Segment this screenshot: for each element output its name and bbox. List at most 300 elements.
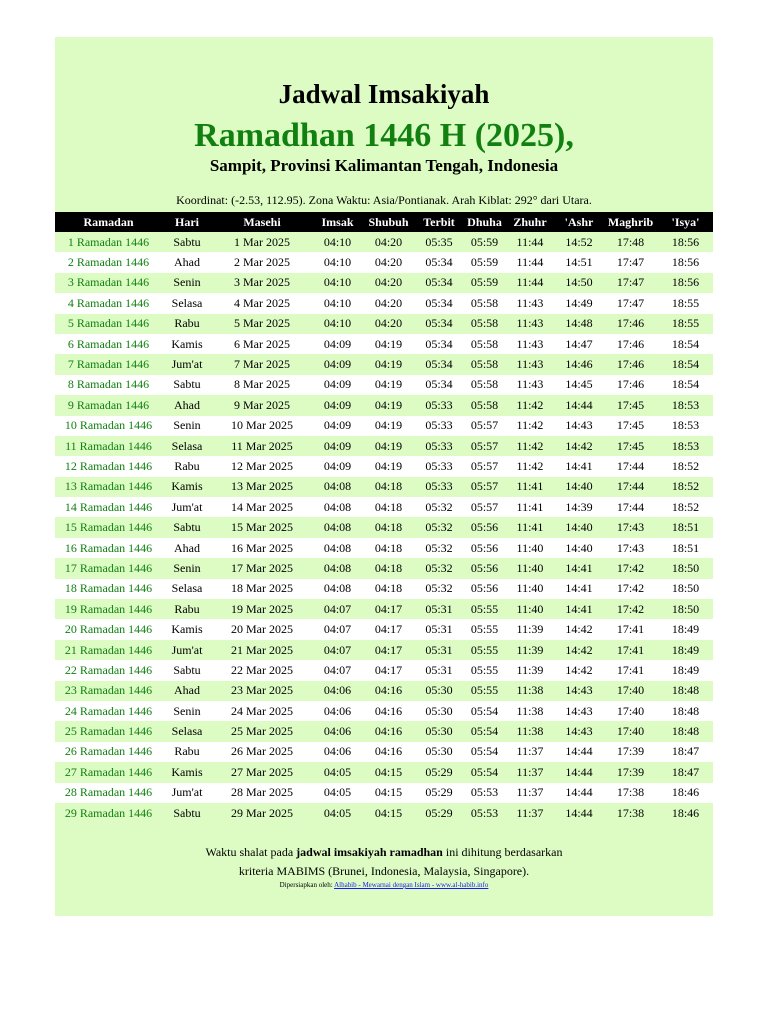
table-cell: 18:47 xyxy=(658,742,713,762)
table-cell: 05:31 xyxy=(414,640,464,660)
table-cell: 14:42 xyxy=(555,640,603,660)
table-cell: 16 Mar 2025 xyxy=(212,538,312,558)
table-cell: 22 Mar 2025 xyxy=(212,660,312,680)
table-cell: 04:20 xyxy=(363,273,414,293)
table-cell: 11:43 xyxy=(505,293,555,313)
table-cell: 14:52 xyxy=(555,232,603,252)
column-header: Dhuha xyxy=(464,212,505,232)
table-cell: 22 Ramadan 1446 xyxy=(55,660,162,680)
table-cell: 04:18 xyxy=(363,579,414,599)
table-cell: 11:44 xyxy=(505,232,555,252)
table-cell: 18:49 xyxy=(658,619,713,639)
table-row xyxy=(55,293,713,313)
table-cell: 14:44 xyxy=(555,783,603,803)
table-row xyxy=(55,375,713,395)
table-cell: 14:51 xyxy=(555,252,603,272)
table-cell: 29 Ramadan 1446 xyxy=(55,803,162,823)
table-cell: 11:37 xyxy=(505,783,555,803)
table-cell: 05:30 xyxy=(414,721,464,741)
table-cell: 04:18 xyxy=(363,477,414,497)
table-cell: 04:06 xyxy=(312,742,363,762)
table-cell: 17:45 xyxy=(603,436,658,456)
table-cell: 10 Ramadan 1446 xyxy=(55,416,162,436)
table-cell: 5 Mar 2025 xyxy=(212,314,312,334)
table-cell: 14:44 xyxy=(555,742,603,762)
table-cell: 04:19 xyxy=(363,334,414,354)
table-cell: 7 Ramadan 1446 xyxy=(55,354,162,374)
table-cell: 04:18 xyxy=(363,497,414,517)
table-cell: 14:43 xyxy=(555,721,603,741)
table-cell: 24 Mar 2025 xyxy=(212,701,312,721)
table-cell: 04:07 xyxy=(312,660,363,680)
table-cell: 05:34 xyxy=(414,314,464,334)
footer-note xyxy=(55,845,713,860)
table-row xyxy=(55,436,713,456)
table-cell: 14:42 xyxy=(555,660,603,680)
table-row xyxy=(55,273,713,293)
table-cell: 04:09 xyxy=(312,395,363,415)
table-cell: 04:10 xyxy=(312,293,363,313)
table-cell: 11:40 xyxy=(505,579,555,599)
credit-label: Dipersiapkan oleh: xyxy=(279,881,335,889)
table-cell: 3 Mar 2025 xyxy=(212,273,312,293)
column-header: Zhuhr xyxy=(505,212,555,232)
table-row xyxy=(55,701,713,721)
table-cell: Senin xyxy=(162,273,212,293)
table-cell: 05:55 xyxy=(464,619,505,639)
table-cell: 18:48 xyxy=(658,681,713,701)
table-cell: 11:39 xyxy=(505,640,555,660)
table-cell: 14:44 xyxy=(555,395,603,415)
table-cell: 18:50 xyxy=(658,579,713,599)
table-cell: 12 Ramadan 1446 xyxy=(55,456,162,476)
table-cell: 21 Mar 2025 xyxy=(212,640,312,660)
table-cell: Rabu xyxy=(162,742,212,762)
table-cell: 28 Mar 2025 xyxy=(212,783,312,803)
table-row xyxy=(55,334,713,354)
table-cell: 17:47 xyxy=(603,252,658,272)
table-cell: 11:43 xyxy=(505,334,555,354)
table-cell: Selasa xyxy=(162,293,212,313)
table-cell: 05:53 xyxy=(464,803,505,823)
table-row xyxy=(55,762,713,782)
table-cell: Selasa xyxy=(162,436,212,456)
table-cell: 14:41 xyxy=(555,579,603,599)
table-cell: 18:53 xyxy=(658,436,713,456)
table-cell: 04:19 xyxy=(363,436,414,456)
table-cell: Kamis xyxy=(162,619,212,639)
table-cell: 05:59 xyxy=(464,273,505,293)
table-cell: 05:29 xyxy=(414,762,464,782)
table-cell: 14:45 xyxy=(555,375,603,395)
table-cell: 04:08 xyxy=(312,558,363,578)
table-cell: 17:43 xyxy=(603,517,658,537)
table-cell: 17:41 xyxy=(603,619,658,639)
table-cell: 04:17 xyxy=(363,599,414,619)
table-row xyxy=(55,558,713,578)
table-cell: 05:56 xyxy=(464,517,505,537)
table-cell: 11:44 xyxy=(505,273,555,293)
table-cell: 23 Mar 2025 xyxy=(212,681,312,701)
table-cell: 17:46 xyxy=(603,314,658,334)
table-cell: 16 Ramadan 1446 xyxy=(55,538,162,558)
table-cell: 4 Ramadan 1446 xyxy=(55,293,162,313)
table-cell: 27 Ramadan 1446 xyxy=(55,762,162,782)
table-cell: 05:56 xyxy=(464,538,505,558)
table-header-row xyxy=(55,212,713,232)
table-cell: Sabtu xyxy=(162,375,212,395)
table-cell: Ahad xyxy=(162,681,212,701)
column-header: Hari xyxy=(162,212,212,232)
table-cell: 04:16 xyxy=(363,701,414,721)
table-row xyxy=(55,477,713,497)
table-cell: 05:57 xyxy=(464,456,505,476)
table-cell: 18:50 xyxy=(658,558,713,578)
table-cell: 10 Mar 2025 xyxy=(212,416,312,436)
table-cell: 04:15 xyxy=(363,803,414,823)
column-header: 'Ashr xyxy=(555,212,603,232)
table-cell: 05:33 xyxy=(414,456,464,476)
table-cell: 18:48 xyxy=(658,721,713,741)
table-cell: 05:58 xyxy=(464,395,505,415)
table-cell: 11:42 xyxy=(505,416,555,436)
table-cell: 9 Mar 2025 xyxy=(212,395,312,415)
table-row xyxy=(55,721,713,741)
table-cell: 04:09 xyxy=(312,354,363,374)
table-cell: 14:40 xyxy=(555,538,603,558)
table-cell: 18:48 xyxy=(658,701,713,721)
table-cell: 11:44 xyxy=(505,252,555,272)
table-cell: 05:54 xyxy=(464,742,505,762)
table-row xyxy=(55,803,713,823)
table-cell: 18:51 xyxy=(658,538,713,558)
table-cell: 6 Ramadan 1446 xyxy=(55,334,162,354)
table-cell: 04:09 xyxy=(312,436,363,456)
table-cell: 11:40 xyxy=(505,558,555,578)
table-cell: 11 Ramadan 1446 xyxy=(55,436,162,456)
table-row xyxy=(55,619,713,639)
table-cell: 04:09 xyxy=(312,375,363,395)
table-cell: 11:41 xyxy=(505,477,555,497)
table-cell: 11:40 xyxy=(505,599,555,619)
table-cell: 05:55 xyxy=(464,681,505,701)
table-cell: 05:33 xyxy=(414,416,464,436)
table-cell: 05:31 xyxy=(414,660,464,680)
table-cell: 04:07 xyxy=(312,640,363,660)
table-cell: Senin xyxy=(162,558,212,578)
table-cell: 05:34 xyxy=(414,293,464,313)
table-cell: 18:52 xyxy=(658,477,713,497)
table-cell: 17:42 xyxy=(603,599,658,619)
table-cell: 17:46 xyxy=(603,334,658,354)
table-cell: 17:47 xyxy=(603,293,658,313)
table-cell: 14:42 xyxy=(555,619,603,639)
table-row xyxy=(55,456,713,476)
table-cell: 11:43 xyxy=(505,354,555,374)
table-cell: 04:06 xyxy=(312,681,363,701)
table-cell: 7 Mar 2025 xyxy=(212,354,312,374)
schedule-table xyxy=(55,212,713,823)
table-cell: 04:09 xyxy=(312,456,363,476)
coordinates-info: Koordinat: (-2.53, 112.95). Zona Waktu: Asia/Pontianak. Arah Kiblat: 292° dari Utara. xyxy=(176,193,592,207)
table-cell: 04:09 xyxy=(312,334,363,354)
table-cell: 05:33 xyxy=(414,477,464,497)
table-cell: 11:38 xyxy=(505,681,555,701)
table-cell: 04:16 xyxy=(363,681,414,701)
table-cell: 12 Mar 2025 xyxy=(212,456,312,476)
table-cell: 3 Ramadan 1446 xyxy=(55,273,162,293)
table-cell: 05:54 xyxy=(464,721,505,741)
table-cell: 14:41 xyxy=(555,558,603,578)
table-cell: 1 Ramadan 1446 xyxy=(55,232,162,252)
table-cell: 20 Ramadan 1446 xyxy=(55,619,162,639)
table-cell: 11:39 xyxy=(505,619,555,639)
table-cell: 05:31 xyxy=(414,619,464,639)
footer-note-pre: Waktu shalat pada xyxy=(205,845,297,859)
table-row xyxy=(55,517,713,537)
table-cell: 05:32 xyxy=(414,579,464,599)
table-cell: 05:57 xyxy=(464,497,505,517)
table-cell: 05:56 xyxy=(464,558,505,578)
table-cell: 14:39 xyxy=(555,497,603,517)
table-cell: 04:17 xyxy=(363,660,414,680)
table-cell: 14 Mar 2025 xyxy=(212,497,312,517)
table-cell: 04:20 xyxy=(363,232,414,252)
table-cell: Selasa xyxy=(162,721,212,741)
table-cell: 05:58 xyxy=(464,293,505,313)
table-cell: 04:10 xyxy=(312,314,363,334)
table-cell: 05:34 xyxy=(414,273,464,293)
table-cell: 04:17 xyxy=(363,640,414,660)
table-cell: Sabtu xyxy=(162,660,212,680)
table-cell: 05:54 xyxy=(464,701,505,721)
table-cell: 5 Ramadan 1446 xyxy=(55,314,162,334)
table-cell: 26 Ramadan 1446 xyxy=(55,742,162,762)
table-cell: 11:38 xyxy=(505,701,555,721)
page-title: Jadwal Imsakiyah xyxy=(278,79,490,109)
table-cell: 05:33 xyxy=(414,436,464,456)
table-cell: 19 Mar 2025 xyxy=(212,599,312,619)
table-cell: 11:42 xyxy=(505,395,555,415)
table-cell: 18:51 xyxy=(658,517,713,537)
table-body xyxy=(55,232,713,823)
table-cell: 13 Ramadan 1446 xyxy=(55,477,162,497)
table-cell: 05:31 xyxy=(414,599,464,619)
table-cell: 11:38 xyxy=(505,721,555,741)
table-cell: 04:10 xyxy=(312,252,363,272)
table-cell: 14:49 xyxy=(555,293,603,313)
table-cell: 04:15 xyxy=(363,783,414,803)
table-cell: 05:32 xyxy=(414,497,464,517)
table-cell: 18:55 xyxy=(658,293,713,313)
table-cell: 04:10 xyxy=(312,232,363,252)
table-cell: 04:08 xyxy=(312,497,363,517)
table-cell: 17:40 xyxy=(603,681,658,701)
table-cell: 14:41 xyxy=(555,456,603,476)
table-cell: 14:43 xyxy=(555,681,603,701)
table-cell: 18:56 xyxy=(658,252,713,272)
table-cell: 14:46 xyxy=(555,354,603,374)
table-cell: Kamis xyxy=(162,334,212,354)
table-cell: 05:57 xyxy=(464,477,505,497)
table-cell: 14:42 xyxy=(555,436,603,456)
table-cell: 17:42 xyxy=(603,558,658,578)
table-cell: 14:40 xyxy=(555,517,603,537)
table-cell: 17:44 xyxy=(603,497,658,517)
table-cell: 14:44 xyxy=(555,762,603,782)
table-cell: 17:39 xyxy=(603,742,658,762)
column-header: Masehi xyxy=(212,212,312,232)
table-cell: 04:19 xyxy=(363,395,414,415)
table-cell: 11:41 xyxy=(505,497,555,517)
column-header: Terbit xyxy=(414,212,464,232)
table-cell: 04:20 xyxy=(363,252,414,272)
table-cell: 6 Mar 2025 xyxy=(212,334,312,354)
table-cell: 04:19 xyxy=(363,375,414,395)
table-cell: 04:19 xyxy=(363,416,414,436)
table-cell: 04:16 xyxy=(363,721,414,741)
table-cell: 18:52 xyxy=(658,456,713,476)
table-cell: 17:45 xyxy=(603,416,658,436)
table-cell: 05:29 xyxy=(414,803,464,823)
table-cell: 17:39 xyxy=(603,762,658,782)
table-cell: 04:08 xyxy=(312,517,363,537)
table-cell: 17:40 xyxy=(603,721,658,741)
table-cell: 04:05 xyxy=(312,783,363,803)
table-cell: Rabu xyxy=(162,314,212,334)
table-cell: 11:37 xyxy=(505,742,555,762)
table-cell: 04:18 xyxy=(363,517,414,537)
table-cell: Rabu xyxy=(162,599,212,619)
table-cell: 24 Ramadan 1446 xyxy=(55,701,162,721)
table-cell: 23 Ramadan 1446 xyxy=(55,681,162,701)
table-cell: 28 Ramadan 1446 xyxy=(55,783,162,803)
table-row xyxy=(55,252,713,272)
table-cell: 05:35 xyxy=(414,232,464,252)
table-row xyxy=(55,599,713,619)
table-cell: Ahad xyxy=(162,252,212,272)
table-cell: 18:50 xyxy=(658,599,713,619)
footer-credit xyxy=(55,881,713,889)
table-cell: 11:43 xyxy=(505,375,555,395)
table-cell: 8 Ramadan 1446 xyxy=(55,375,162,395)
table-cell: 17 Mar 2025 xyxy=(212,558,312,578)
table-cell: 17:45 xyxy=(603,395,658,415)
table-cell: 8 Mar 2025 xyxy=(212,375,312,395)
table-cell: 18:56 xyxy=(658,232,713,252)
table-cell: Sabtu xyxy=(162,232,212,252)
table-cell: 05:54 xyxy=(464,762,505,782)
table-row xyxy=(55,314,713,334)
table-cell: 14:50 xyxy=(555,273,603,293)
table-cell: 26 Mar 2025 xyxy=(212,742,312,762)
table-cell: 2 Ramadan 1446 xyxy=(55,252,162,272)
table-cell: 25 Ramadan 1446 xyxy=(55,721,162,741)
table-cell: 15 Mar 2025 xyxy=(212,517,312,537)
column-header: 'Isya' xyxy=(658,212,713,232)
table-cell: 25 Mar 2025 xyxy=(212,721,312,741)
table-cell: 05:34 xyxy=(414,334,464,354)
table-cell: 18:54 xyxy=(658,375,713,395)
table-cell: 18 Ramadan 1446 xyxy=(55,579,162,599)
table-cell: 04:20 xyxy=(363,293,414,313)
credit-link[interactable]: Alhabib - Mewarnai dengan Islam - www.al-habib.info xyxy=(334,881,489,889)
table-cell: 18:54 xyxy=(658,354,713,374)
table-cell: 04:18 xyxy=(363,538,414,558)
column-header: Imsak xyxy=(312,212,363,232)
table-cell: 17:46 xyxy=(603,375,658,395)
table-cell: Ahad xyxy=(162,538,212,558)
table-cell: 17:40 xyxy=(603,701,658,721)
table-cell: 18:54 xyxy=(658,334,713,354)
table-cell: 04:07 xyxy=(312,619,363,639)
table-cell: 04:10 xyxy=(312,273,363,293)
table-cell: 17:42 xyxy=(603,579,658,599)
table-cell: 05:58 xyxy=(464,375,505,395)
table-cell: 05:55 xyxy=(464,640,505,660)
table-cell: 18:46 xyxy=(658,803,713,823)
table-cell: 11:41 xyxy=(505,517,555,537)
table-row xyxy=(55,783,713,803)
table-cell: 17:41 xyxy=(603,640,658,660)
table-cell: 05:58 xyxy=(464,334,505,354)
table-cell: 05:34 xyxy=(414,375,464,395)
table-cell: Ahad xyxy=(162,395,212,415)
table-cell: 05:29 xyxy=(414,783,464,803)
table-cell: 04:05 xyxy=(312,803,363,823)
table-cell: 21 Ramadan 1446 xyxy=(55,640,162,660)
table-cell: Jum'at xyxy=(162,640,212,660)
table-cell: 19 Ramadan 1446 xyxy=(55,599,162,619)
table-cell: 18:46 xyxy=(658,783,713,803)
column-header: Shubuh xyxy=(363,212,414,232)
table-cell: 14:44 xyxy=(555,803,603,823)
table-cell: 18:53 xyxy=(658,416,713,436)
table-cell: 11:39 xyxy=(505,660,555,680)
table-cell: 05:58 xyxy=(464,314,505,334)
table-cell: 05:32 xyxy=(414,517,464,537)
table-row xyxy=(55,579,713,599)
table-cell: Jum'at xyxy=(162,354,212,374)
table-cell: 05:53 xyxy=(464,783,505,803)
table-cell: 18 Mar 2025 xyxy=(212,579,312,599)
table-row xyxy=(55,681,713,701)
table-cell: 04:06 xyxy=(312,701,363,721)
table-cell: 11:40 xyxy=(505,538,555,558)
table-cell: 11:42 xyxy=(505,436,555,456)
table-cell: 05:30 xyxy=(414,701,464,721)
table-cell: 9 Ramadan 1446 xyxy=(55,395,162,415)
column-header: Maghrib xyxy=(603,212,658,232)
table-cell: 05:59 xyxy=(464,252,505,272)
table-cell: 14:41 xyxy=(555,599,603,619)
table-cell: 05:30 xyxy=(414,742,464,762)
table-cell: 04:08 xyxy=(312,477,363,497)
table-cell: Rabu xyxy=(162,456,212,476)
table-cell: 18:53 xyxy=(658,395,713,415)
table-cell: Sabtu xyxy=(162,517,212,537)
table-cell: 04:16 xyxy=(363,742,414,762)
table-row xyxy=(55,742,713,762)
table-cell: 17:43 xyxy=(603,538,658,558)
schedule-page xyxy=(55,37,713,916)
table-cell: 05:57 xyxy=(464,436,505,456)
table-cell: 17:48 xyxy=(603,232,658,252)
table-cell: Senin xyxy=(162,416,212,436)
table-cell: 04:20 xyxy=(363,314,414,334)
table-cell: 04:19 xyxy=(363,456,414,476)
table-cell: 11 Mar 2025 xyxy=(212,436,312,456)
